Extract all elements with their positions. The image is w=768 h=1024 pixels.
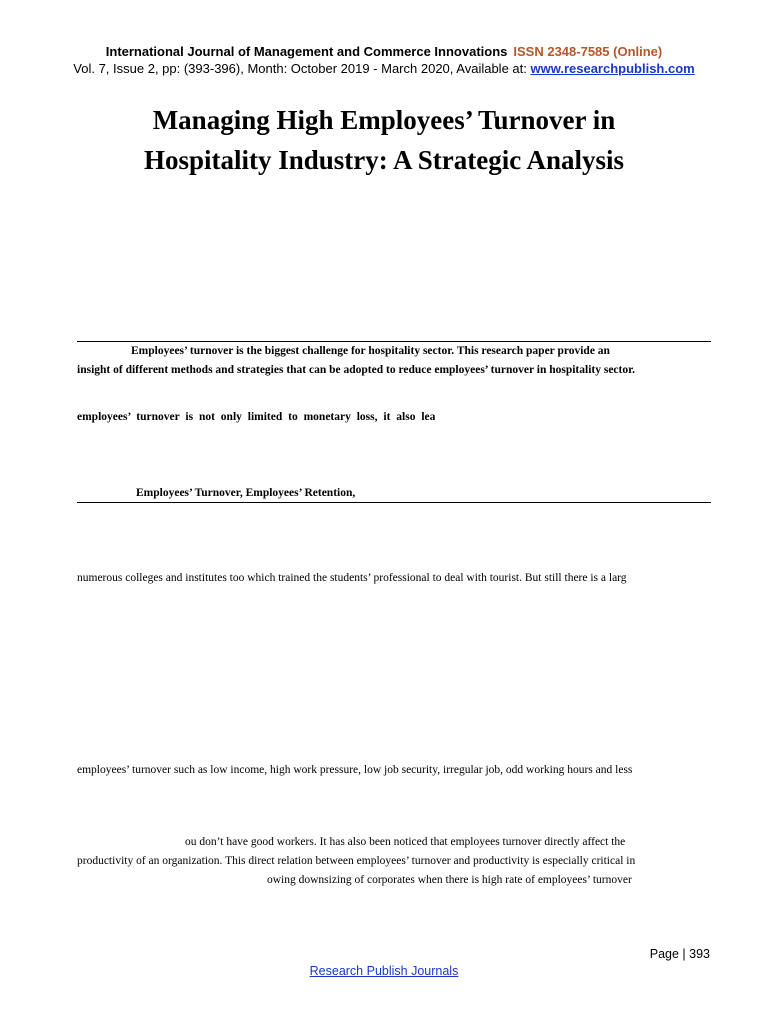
title-line-2: Hospitality Industry: A Strategic Analysis — [143, 145, 625, 175]
abstract-line-3: employees’ turnover is not only limited to monetary loss, it also lea — [77, 411, 436, 423]
volume-text: Vol. 7, Issue 2, pp: (393-396), Month: October 2019 - March 2020, Available at: — [73, 61, 531, 76]
abstract-line-1: Employees’ turnover is the biggest challenge for hospitality sector. This research paper provide an — [131, 345, 610, 357]
abstract-text — [77, 342, 711, 380]
body-p3-line-3: owing downsizing of corporates when there is high rate of employees’ turnover — [267, 874, 632, 886]
keywords: Employees’ Turnover, Employees’ Retention, — [136, 487, 356, 499]
journal-name: International Journal of Management and Commerce Innovations — [105, 44, 508, 59]
title-line-1: Managing High Employees’ Turnover in — [152, 105, 616, 135]
body-paragraph-3 — [77, 833, 711, 890]
abstract-bottom-rule — [77, 502, 711, 503]
body-paragraph-1: numerous colleges and institutes too which trained the students’ professional to deal with tourist. But still there is a larg — [77, 572, 627, 584]
journal-header — [0, 44, 768, 59]
body-p3-line-2: productivity of an organization. This direct relation between employees’ turnover and productivity is especially critical in — [77, 855, 636, 867]
volume-line — [0, 61, 768, 76]
publisher-link[interactable]: Research Publish Journals — [309, 964, 459, 978]
issn: ISSN 2348-7585 (Online) — [513, 44, 663, 59]
website-link[interactable]: www.researchpublish.com — [530, 61, 695, 76]
body-p3-line-1: ou don’t have good workers. It has also been noticed that employees turnover directly affect the — [185, 836, 626, 848]
paper-title — [0, 100, 768, 180]
body-paragraph-2: employees’ turnover such as low income, high work pressure, low job security, irregular job, odd working hours and less — [77, 764, 633, 776]
abstract-line-2: insight of different methods and strategies that can be adopted to reduce employees’ turnover in hospitality sector. — [77, 364, 636, 376]
page-number: Page | 393 — [649, 947, 710, 961]
